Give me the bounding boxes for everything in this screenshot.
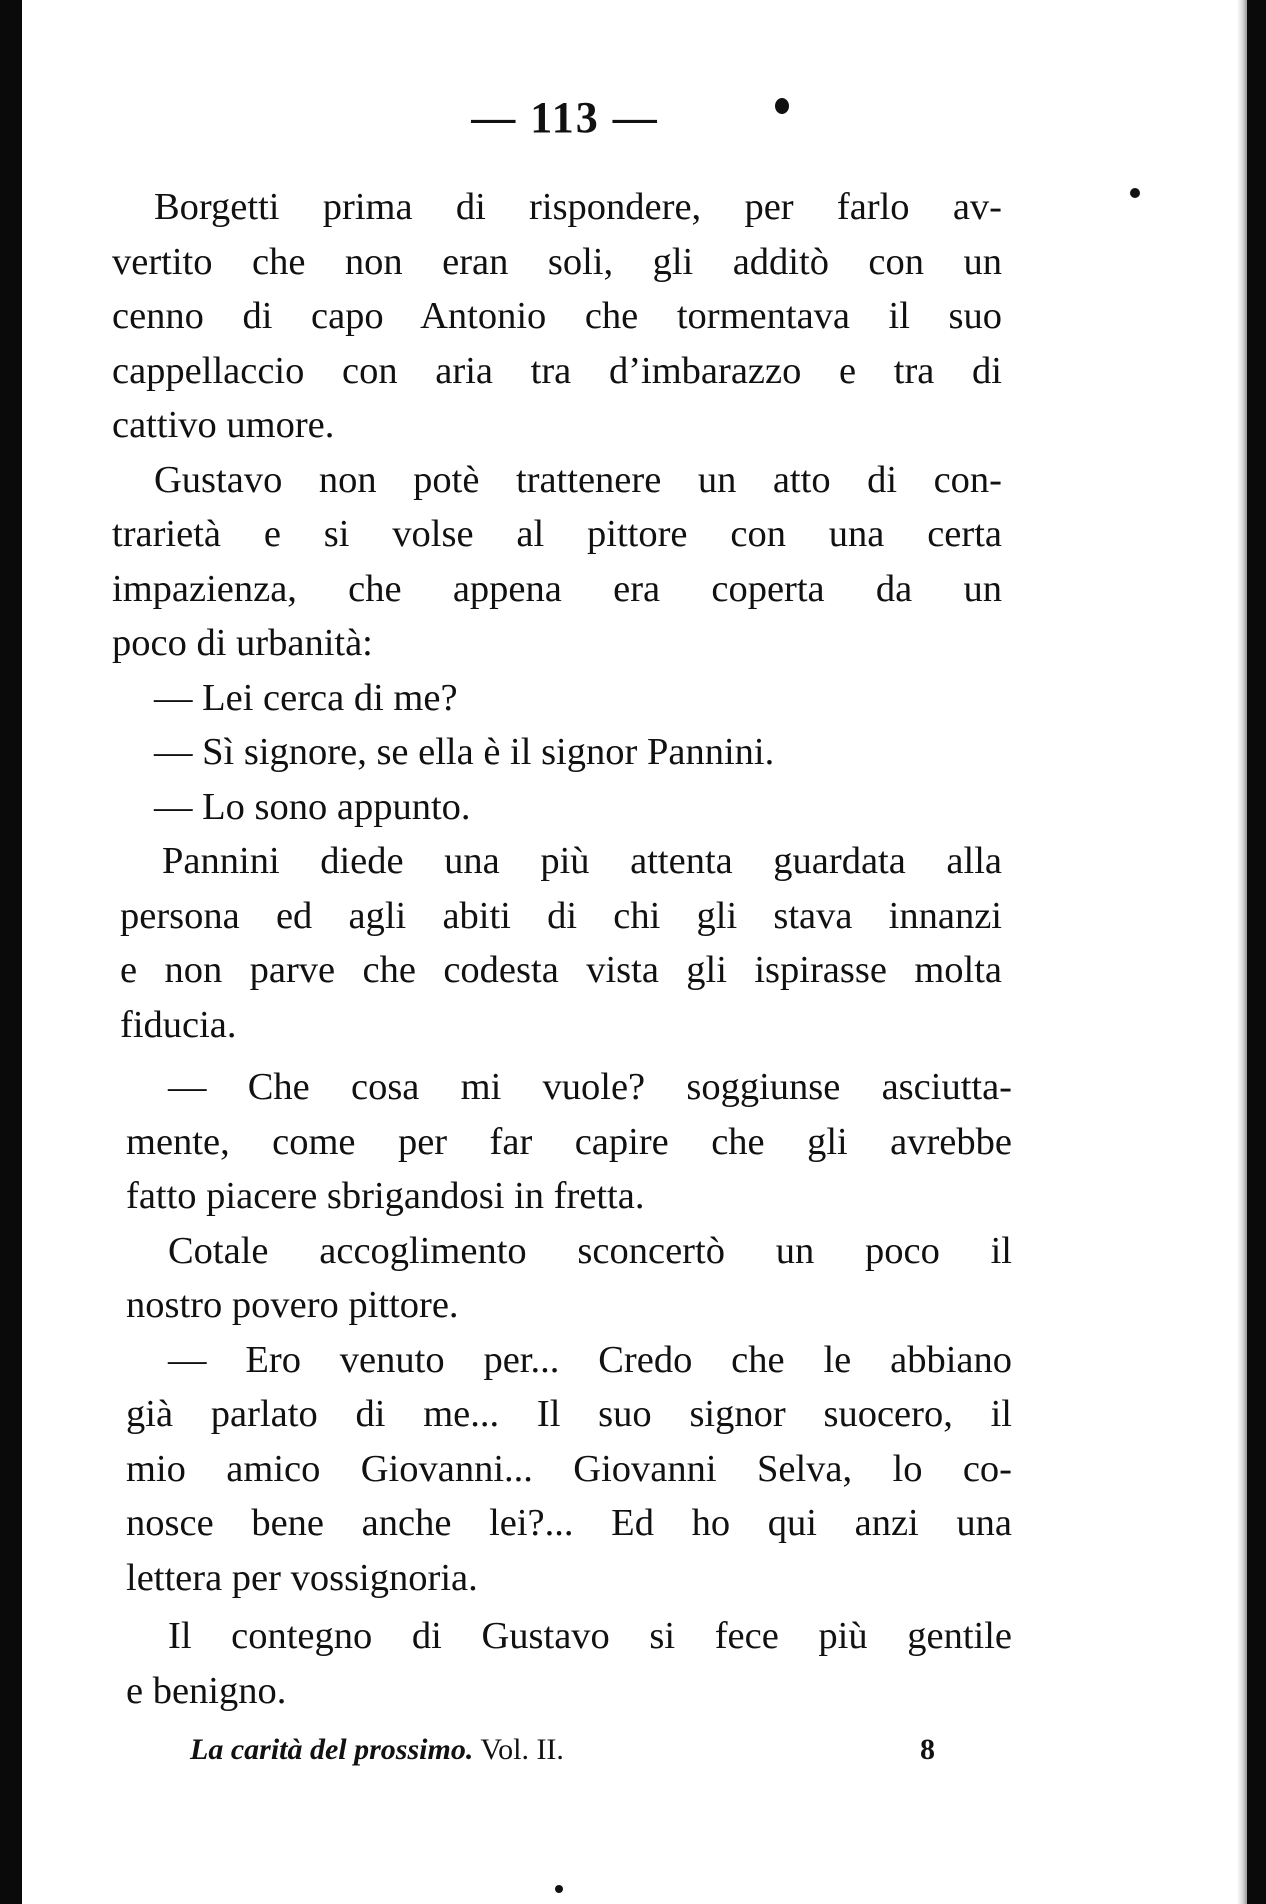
text-line: impazienza, che appena era coperta da un [112,567,1002,610]
page-header-number: — 113 — [471,93,659,142]
dialogue-line: — Sì signore, se ella è il signor Pannini. [154,731,775,773]
footer-volume: Vol. II. [480,1733,564,1766]
text-line: persona ed agli abiti di chi gli stava innanzi [120,894,1002,937]
paragraph-6 [120,834,1002,1052]
paragraph-9 [126,1333,1012,1606]
book-spine-shadow-left [0,0,22,1904]
page-edge-shadow-right [1225,0,1247,1904]
paragraph-2 [112,453,1002,671]
text-line: lettera per vossignoria. [126,1556,478,1599]
footer-signature-mark: 8 [920,1733,935,1766]
paragraph-7 [126,1060,1012,1224]
text-line: Cotale accoglimento sconcertò un poco il [168,1229,1012,1272]
text-block-upper [112,180,1002,1052]
text-line: — Ero venuto per... Credo che le abbiano [168,1338,1012,1381]
text-line: fiducia. [120,1003,237,1046]
text-line: Il contegno di Gustavo si fece più gentile [168,1615,1012,1657]
paragraph-1 [112,180,1002,453]
paragraph-10 [126,1609,1012,1718]
footer-book-title: La carità del prossimo. [190,1733,474,1766]
dialogue-line: — Lo sono appunto. [154,785,471,828]
dialogue-line: — Lei cerca di me? [154,676,458,719]
text-line: Pannini diede una più attenta guardata alla [162,840,1002,882]
book-edge-right [1247,0,1266,1904]
paragraph-8 [126,1224,1012,1333]
text-line: nostro povero pittore. [126,1284,459,1326]
text-line: cenno di capo Antonio che tormentava il suo [112,295,1002,337]
text-line: trarietà e si volse al pittore con una certa [112,513,1002,555]
text-line: Gustavo non potè trattenere un atto di con- [154,458,1002,501]
page-footer [190,1730,970,1770]
text-line: poco di urbanità: [112,622,373,664]
text-line: mio amico Giovanni... Giovanni Selva, lo co- [126,1447,1012,1490]
text-line: e benigno. [126,1669,287,1712]
text-line: mente, come per far capire che gli avrebbe [126,1120,1012,1163]
text-line: — Che cosa mi vuole? soggiunse asciutta- [168,1066,1012,1108]
text-line: cattivo umore. [112,404,335,446]
text-line: Borgetti prima di rispondere, per farlo av- [154,186,1002,228]
text-line: già parlato di me... Il suo signor suocero, il [126,1393,1012,1435]
text-line: fatto piacere sbrigandosi in fretta. [126,1175,645,1217]
text-line: vertito che non eran soli, gli additò con un [112,240,1002,283]
text-line: cappellaccio con aria tra d’imbarazzo e tra di [112,349,1002,392]
text-line: e non parve che codesta vista gli ispirasse molta [120,949,1002,991]
text-line: nosce bene anche lei?... Ed ho qui anzi una [126,1502,1012,1544]
ink-speck [1130,188,1140,198]
text-block-lower [126,1060,1012,1718]
ink-speck [555,1885,563,1893]
